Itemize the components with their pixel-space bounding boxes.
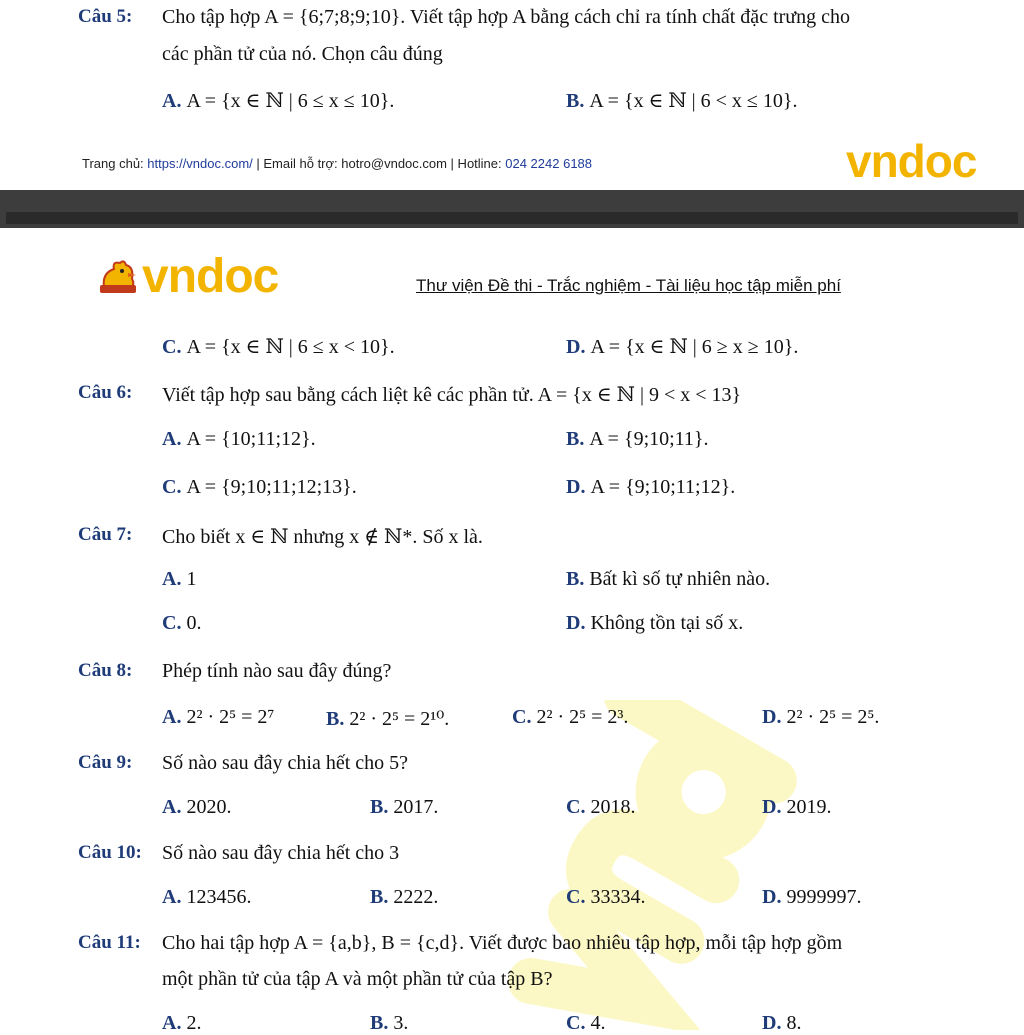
question-9-label: Câu 9:: [78, 752, 133, 773]
option-text: 8.: [786, 1012, 802, 1034]
option-text: 2017.: [393, 796, 439, 818]
question-5-text-line1: Cho tập hợp A = {6;7;8;9;10}. Viết tập hợp A bằng cách chỉ ra tính chất đặc trưng cho: [162, 6, 850, 28]
option-letter: A.: [162, 706, 187, 728]
question-7-option-c: [162, 612, 201, 635]
option-text: A = {x ∈ ℕ | 6 ≤ x ≤ 10}.: [186, 90, 395, 112]
question-6-text: Viết tập hợp sau bằng cách liệt kê các phần tử. A = {x ∈ ℕ | 9 < x < 13}: [162, 384, 742, 406]
option-text: 33334.: [590, 886, 646, 908]
question-10-option-d: [762, 886, 861, 909]
question-8-text: Phép tính nào sau đây đúng?: [162, 660, 392, 682]
option-letter: B.: [566, 428, 590, 450]
question-11-option-d: [762, 1012, 801, 1035]
question-10-label: Câu 10:: [78, 842, 142, 863]
question-11-option-a: [162, 1012, 201, 1035]
option-text: A = {9;10;11;12}.: [590, 476, 736, 498]
option-text: 1: [186, 568, 197, 590]
option-letter: D.: [566, 476, 591, 498]
option-letter: D.: [566, 612, 591, 634]
option-text: A = {9;10;11}.: [589, 428, 709, 450]
option-text: 123456.: [186, 886, 252, 908]
question-6-option-d: [566, 476, 735, 499]
question-6-option-a: [162, 428, 316, 451]
option-letter: D.: [762, 796, 787, 818]
option-text: 2222.: [393, 886, 439, 908]
question-10-option-b: [370, 886, 438, 909]
option-letter: B.: [566, 90, 590, 112]
option-letter: C.: [566, 1012, 591, 1034]
question-6-option-c: [162, 476, 357, 499]
option-letter: A.: [162, 1012, 187, 1034]
option-letter: A.: [162, 90, 187, 112]
question-8-option-b: [326, 706, 449, 731]
header-tagline: Thư viện Đề thi - Trắc nghiệm - Tài liệu học tập miễn phí: [416, 276, 841, 295]
option-text: 4.: [590, 1012, 606, 1034]
option-letter: D.: [762, 706, 787, 728]
question-9-option-d: [762, 796, 831, 819]
footer-logo: vndoc: [846, 135, 977, 187]
option-text: 2018.: [590, 796, 636, 818]
option-letter: A.: [162, 568, 187, 590]
page-separator: [0, 190, 1024, 228]
option-letter: B.: [326, 708, 350, 730]
option-letter: C.: [566, 886, 591, 908]
question-5-option-b: [566, 88, 798, 113]
option-letter: D.: [762, 1012, 787, 1034]
option-text: 2020.: [186, 796, 232, 818]
question-8-option-c: [512, 706, 628, 729]
question-7-text: Cho biết x ∈ ℕ nhưng x ∉ ℕ*. Số x là.: [162, 526, 483, 548]
option-letter: C.: [162, 612, 187, 634]
question-5-label: Câu 5:: [78, 6, 133, 27]
option-text: 2019.: [786, 796, 832, 818]
question-6-label: Câu 6:: [78, 382, 133, 403]
question-5-option-c: [162, 334, 395, 359]
header-logo-text: vndoc: [142, 250, 279, 303]
current-page: [0, 228, 1024, 1034]
question-11-option-c: [566, 1012, 605, 1035]
rooster-mascot-icon: [98, 257, 140, 297]
option-text: 0.: [186, 612, 202, 634]
option-letter: D.: [762, 886, 787, 908]
option-text: 9999997.: [786, 886, 862, 908]
question-11-option-b: [370, 1012, 408, 1035]
footer-email: | Email hỗ trợ: hotro@vndoc.com | Hotline:: [252, 156, 506, 171]
option-text: A = {x ∈ ℕ | 6 ≥ x ≥ 10}.: [590, 336, 799, 358]
option-text: 2² · 2⁵ = 2³.: [536, 706, 629, 728]
question-5-option-a: [162, 88, 394, 113]
question-7-option-b: [566, 568, 770, 591]
question-7-label: Câu 7:: [78, 524, 133, 545]
question-11-label: Câu 11:: [78, 932, 141, 953]
page-separator-band: [6, 212, 1018, 224]
footer-hotline: 024 2242 6188: [505, 156, 593, 171]
option-letter: B.: [370, 1012, 394, 1034]
footer-home-link[interactable]: https://vndoc.com/: [147, 156, 253, 171]
question-7-option-a: [162, 568, 196, 591]
option-text: Bất kì số tự nhiên nào.: [589, 568, 771, 590]
option-letter: C.: [566, 796, 591, 818]
option-letter: D.: [566, 336, 591, 358]
option-text: 2² · 2⁵ = 2⁵.: [786, 706, 880, 728]
option-letter: C.: [512, 706, 537, 728]
option-letter: B.: [370, 796, 394, 818]
option-text: A = {9;10;11;12;13}.: [186, 476, 357, 498]
option-text: A = {x ∈ ℕ | 6 < x ≤ 10}.: [589, 90, 798, 112]
option-letter: A.: [162, 886, 187, 908]
option-text: 3.: [393, 1012, 409, 1034]
option-text: A = {x ∈ ℕ | 6 ≤ x < 10}.: [186, 336, 395, 358]
question-10-option-a: [162, 886, 251, 909]
option-letter: A.: [162, 796, 187, 818]
footer-prefix: Trang chủ:: [82, 156, 148, 171]
option-text: 2² · 2⁵ = 2⁷: [186, 706, 275, 728]
option-text: 2² · 2⁵ = 2¹⁰.: [349, 708, 450, 730]
question-8-option-d: [762, 706, 879, 729]
question-6-option-b: [566, 428, 709, 451]
question-9-option-c: [566, 796, 635, 819]
option-letter: C.: [162, 336, 187, 358]
question-11-text-line1: Cho hai tập hợp A = {a,b}, B = {c,d}. Viết được bao nhiêu tập hợp, mỗi tập hợp gồm: [162, 932, 843, 954]
page-footer: [82, 156, 592, 171]
question-9-option-b: [370, 796, 438, 819]
question-10-option-c: [566, 886, 645, 909]
header-logo: [98, 250, 279, 303]
previous-page: [0, 0, 1024, 191]
question-5-text-line2: các phần tử của nó. Chọn câu đúng: [162, 43, 443, 65]
option-text: 2.: [186, 1012, 202, 1034]
question-5-option-d: [566, 334, 798, 359]
option-text: A = {10;11;12}.: [186, 428, 316, 450]
option-letter: B.: [566, 568, 590, 590]
option-text: Không tồn tại số x.: [590, 612, 744, 634]
question-8-option-a: [162, 706, 274, 729]
option-letter: C.: [162, 476, 187, 498]
question-9-option-a: [162, 796, 231, 819]
question-9-text: Số nào sau đây chia hết cho 5?: [162, 752, 409, 774]
question-7-option-d: [566, 612, 743, 635]
question-8-label: Câu 8:: [78, 660, 133, 681]
question-10-text: Số nào sau đây chia hết cho 3: [162, 842, 400, 864]
option-letter: B.: [370, 886, 394, 908]
question-11-text-line2: một phần tử của tập A và một phần tử của tập B?: [162, 968, 553, 990]
option-letter: A.: [162, 428, 187, 450]
